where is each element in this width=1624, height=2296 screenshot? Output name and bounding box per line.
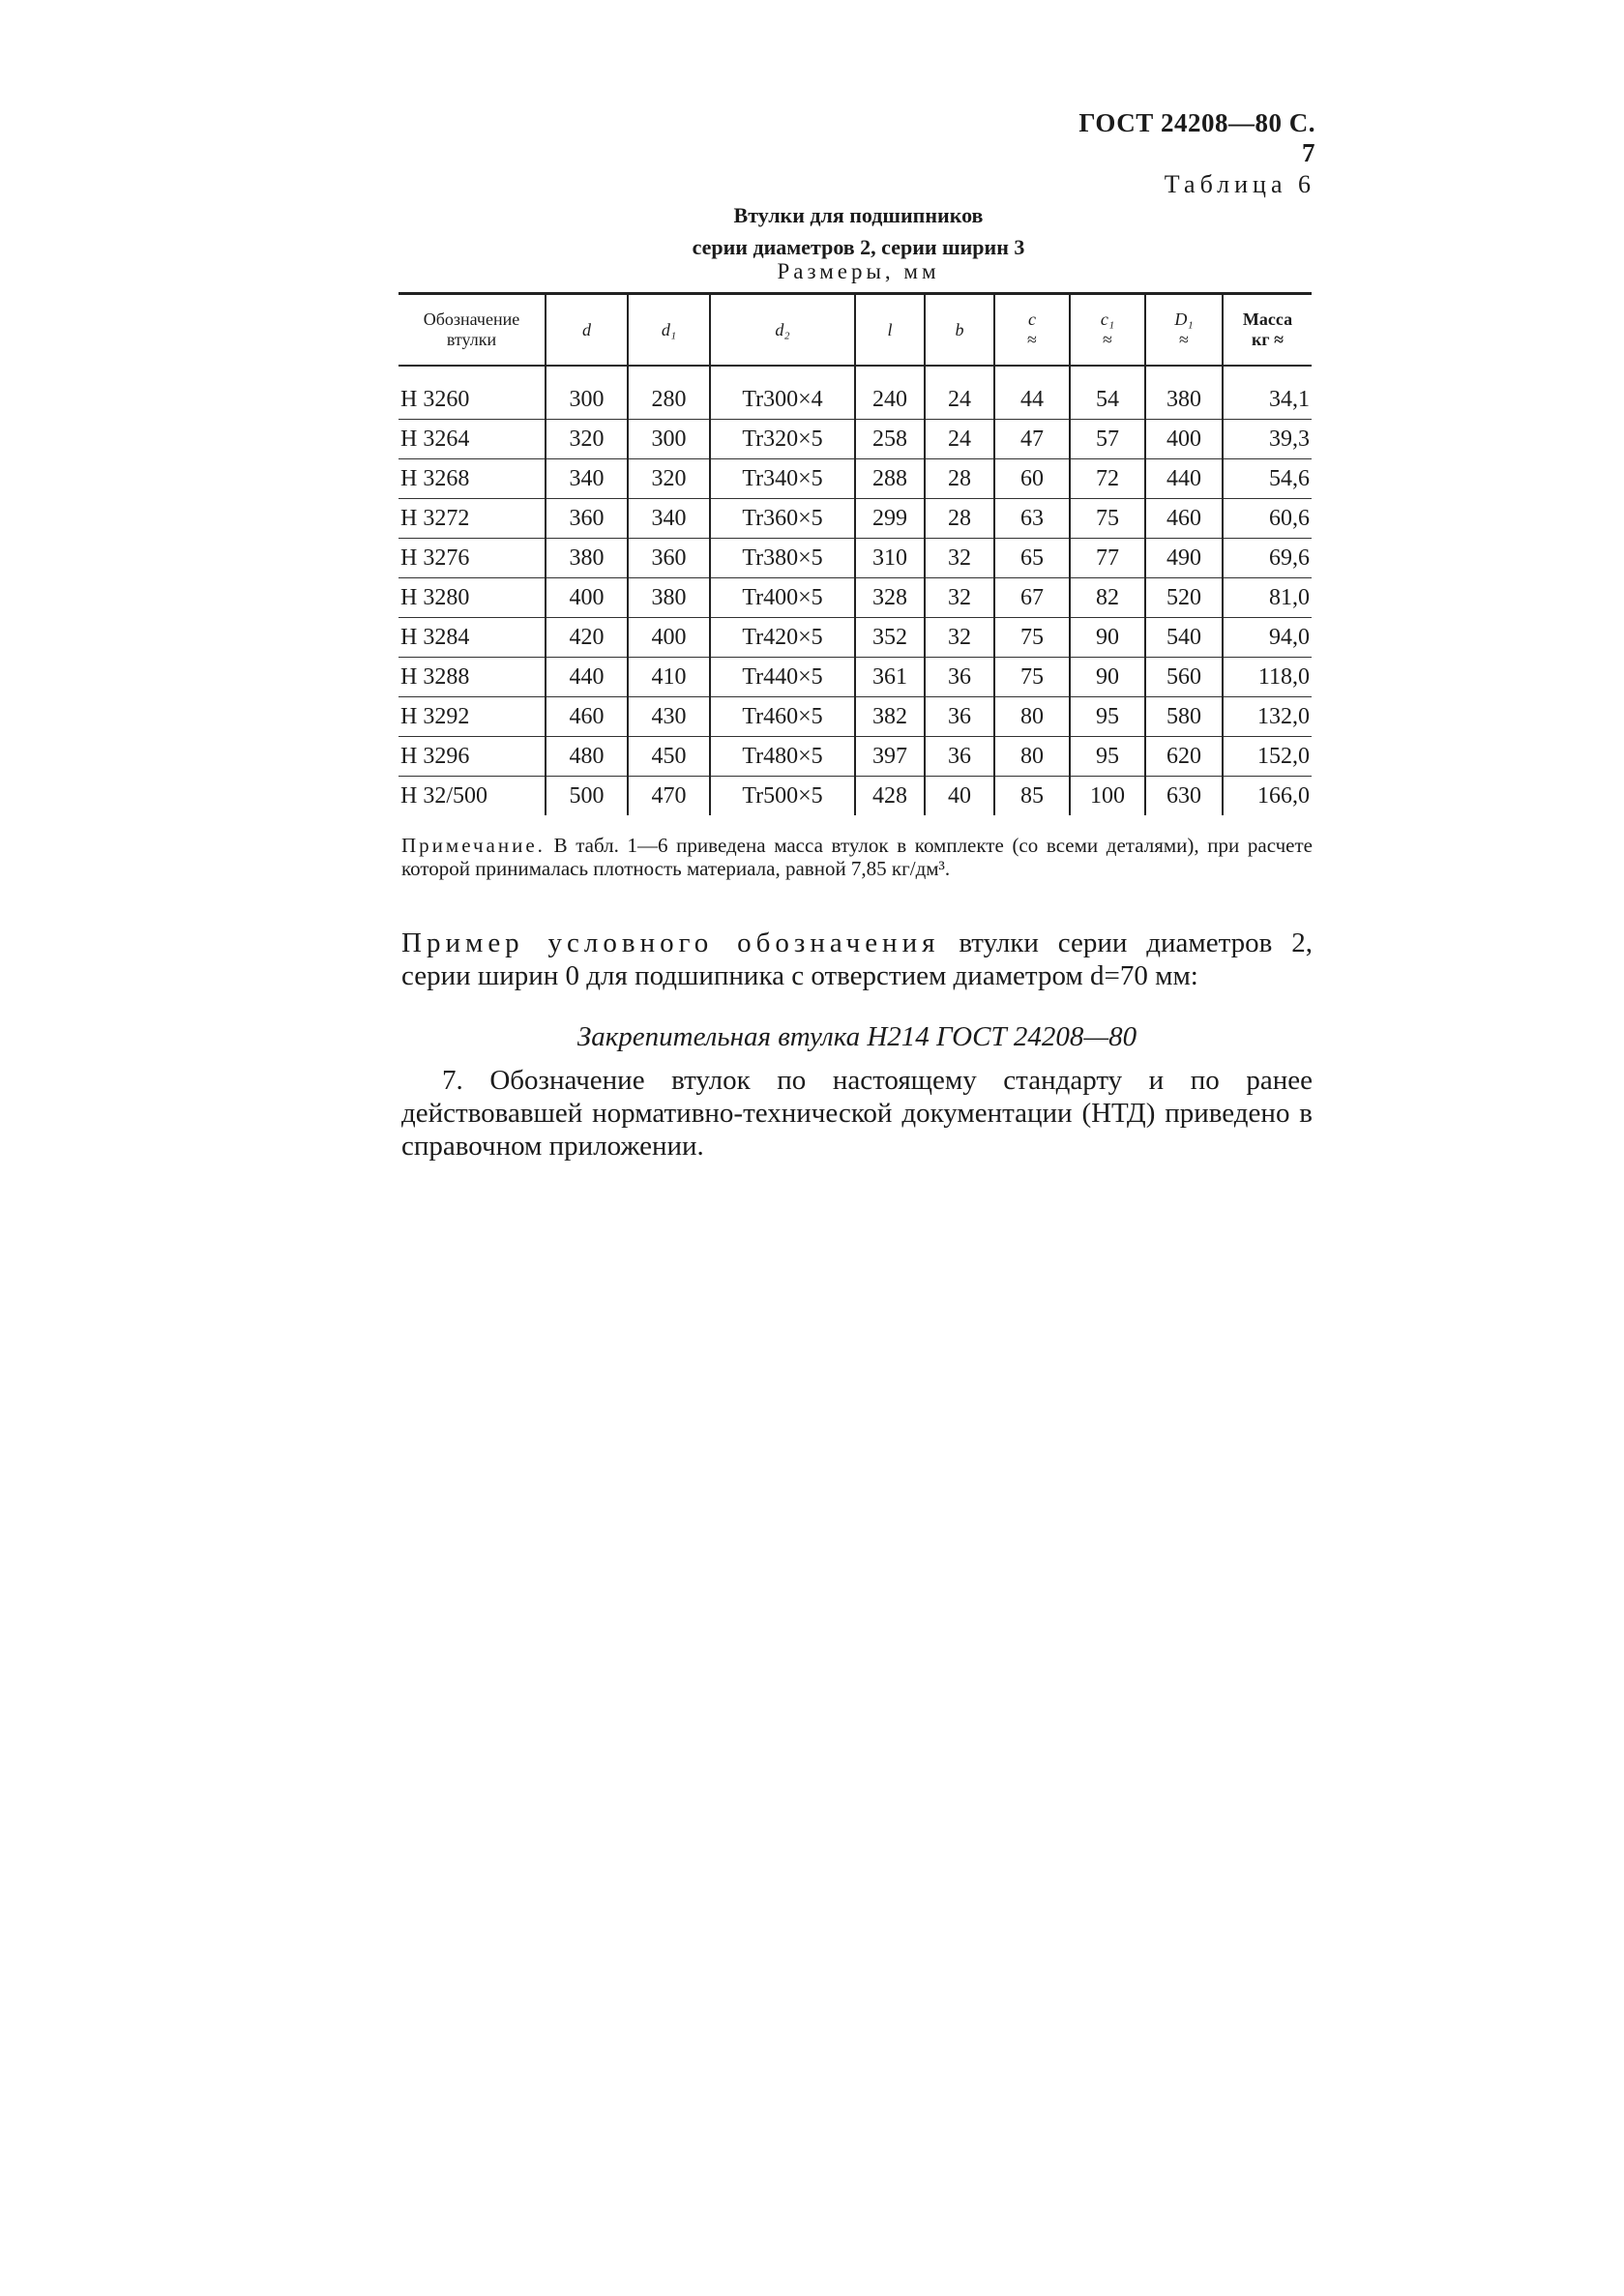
cell-d: 340 (546, 459, 628, 499)
cell-c1: 75 (1070, 499, 1145, 539)
table-row (399, 697, 1312, 737)
cell-c1: 82 (1070, 578, 1145, 618)
cell-designation: Н 32/500 (400, 782, 487, 809)
table-row (399, 737, 1312, 777)
cell-mass: 152,0 (1223, 737, 1312, 777)
cell-c: 75 (994, 618, 1070, 658)
cell-D1: 540 (1145, 618, 1223, 658)
cell-c1: 90 (1070, 618, 1145, 658)
header-D1-approx: ≈ (1179, 330, 1189, 349)
cell-c: 67 (994, 578, 1070, 618)
cell-c1: 72 (1070, 459, 1145, 499)
cell-mass: 166,0 (1223, 777, 1312, 816)
cell-D1: 620 (1145, 737, 1223, 777)
table-row (399, 578, 1312, 618)
example-paragraph (401, 927, 1313, 992)
cell-d1: 470 (628, 777, 710, 816)
cell-designation: Н 3288 (399, 658, 546, 697)
cell-d1: 400 (628, 618, 710, 658)
cell-d: 420 (546, 618, 628, 658)
cell-d: 380 (546, 539, 628, 578)
header-designation: Обозначение втулки (399, 294, 546, 367)
table-title (401, 199, 1315, 263)
header-c1 (1070, 294, 1145, 367)
table-spacer-row (399, 366, 1312, 380)
header-c1-symbol: c₁ (1100, 309, 1115, 329)
cell-designation: Н 3292 (399, 697, 546, 737)
cell-l: 258 (855, 420, 925, 459)
example-designation: Закрепительная втулка Н214 ГОСТ 24208—80 (576, 1021, 1137, 1052)
cell-c1: 100 (1070, 777, 1145, 816)
cell-d: 500 (546, 777, 628, 816)
cell-c: 65 (994, 539, 1070, 578)
cell-b: 36 (925, 697, 994, 737)
cell-c1: 54 (1070, 380, 1145, 420)
cell-d2: Tr300×4 (710, 380, 855, 420)
table-label: Таблица 6 (1164, 170, 1315, 198)
cell-d1: 280 (628, 380, 710, 420)
cell-d1: 380 (628, 578, 710, 618)
table-title-line-1: Втулки для подшипников (733, 203, 984, 227)
cell-d1: 360 (628, 539, 710, 578)
cell-d: 480 (546, 737, 628, 777)
cell-c1: 95 (1070, 697, 1145, 737)
cell-D1: 490 (1145, 539, 1223, 578)
bushings-table (399, 292, 1312, 815)
cell-d1: 320 (628, 459, 710, 499)
table-header-row (399, 294, 1312, 367)
cell-b: 36 (925, 737, 994, 777)
table-note (401, 834, 1313, 880)
table-row (399, 539, 1312, 578)
cell-mass: 94,0 (1223, 618, 1312, 658)
cell-c: 44 (994, 380, 1070, 420)
cell-l: 397 (855, 737, 925, 777)
cell-l: 299 (855, 499, 925, 539)
cell-b: 28 (925, 459, 994, 499)
cell-b: 32 (925, 578, 994, 618)
header-mass (1223, 294, 1312, 367)
cell-b: 28 (925, 499, 994, 539)
cell-c: 75 (994, 658, 1070, 697)
cell-designation: Н 3272 (399, 499, 546, 539)
cell-mass: 81,0 (1223, 578, 1312, 618)
cell-D1: 380 (1145, 380, 1223, 420)
cell-D1: 460 (1145, 499, 1223, 539)
cell-designation: Н 3260 (399, 380, 546, 420)
cell-d2: Tr380×5 (710, 539, 855, 578)
cell-c: 47 (994, 420, 1070, 459)
table-row (399, 420, 1312, 459)
cell-d1: 340 (628, 499, 710, 539)
cell-d2: Tr460×5 (710, 697, 855, 737)
cell-designation: Н 3276 (399, 539, 546, 578)
cell-designation: Н 3268 (399, 459, 546, 499)
header-c (994, 294, 1070, 367)
example-lead: Пример условного обозначения (401, 927, 940, 958)
cell-b: 24 (925, 420, 994, 459)
cell-d2: Tr440×5 (710, 658, 855, 697)
note-text: В табл. 1—6 приведена масса втулок в комплекте (со всеми деталями), при расчете которой принималась плотность материала, равной 7,85 кг/дм³. (401, 834, 1314, 880)
cell-c1: 95 (1070, 737, 1145, 777)
cell-mass: 60,6 (1223, 499, 1312, 539)
cell-d2: Tr500×5 (710, 777, 855, 816)
cell-b: 32 (925, 618, 994, 658)
note-label: Примечание. (401, 834, 546, 857)
cell-b: 40 (925, 777, 994, 816)
cell-d: 300 (546, 380, 628, 420)
cell-l: 428 (855, 777, 925, 816)
cell-d1: 410 (628, 658, 710, 697)
cell-c: 80 (994, 737, 1070, 777)
header-b: b (925, 294, 994, 367)
cell-c: 63 (994, 499, 1070, 539)
page-header: ГОСТ 24208—80 С. 7 (1078, 108, 1315, 167)
cell-c: 80 (994, 697, 1070, 737)
cell-designation: Н 3280 (399, 578, 546, 618)
cell-d: 460 (546, 697, 628, 737)
cell-l: 328 (855, 578, 925, 618)
paragraph-7: 7. Обозначение втулок по настоящему стандарту и по ранее действовавшей нормативно-технической документации (НТД) приведено в справочном приложении. (401, 1065, 1313, 1162)
cell-mass: 132,0 (1223, 697, 1312, 737)
header-d1: d₁ (628, 294, 710, 367)
header-c-symbol: c (1028, 309, 1036, 329)
cell-d2: Tr420×5 (710, 618, 855, 658)
cell-mass: 69,6 (1223, 539, 1312, 578)
cell-d2: Tr360×5 (710, 499, 855, 539)
cell-l: 288 (855, 459, 925, 499)
cell-d2: Tr340×5 (710, 459, 855, 499)
cell-mass: 39,3 (1223, 420, 1312, 459)
cell-designation: Н 3264 (399, 420, 546, 459)
cell-d2: Tr320×5 (710, 420, 855, 459)
cell-l: 240 (855, 380, 925, 420)
cell-l: 352 (855, 618, 925, 658)
cell-c1: 57 (1070, 420, 1145, 459)
header-l: l (855, 294, 925, 367)
header-c1-approx: ≈ (1103, 330, 1112, 349)
example-text: втулки серии диаметров 2, серии ширин 0 для подшипника с отверстием диаметром d=70 мм: (401, 927, 1313, 991)
table-row (399, 777, 1312, 816)
header-D1-symbol: D₁ (1174, 309, 1194, 329)
header-mass-unit: кг ≈ (1252, 330, 1284, 349)
cell-d1: 430 (628, 697, 710, 737)
header-d2: d₂ (710, 294, 855, 367)
header-d: d (546, 294, 628, 367)
cell-l: 382 (855, 697, 925, 737)
cell-mass: 34,1 (1223, 380, 1312, 420)
table-row (399, 380, 1312, 420)
cell-l: 361 (855, 658, 925, 697)
cell-b: 24 (925, 380, 994, 420)
cell-D1: 520 (1145, 578, 1223, 618)
cell-d: 360 (546, 499, 628, 539)
cell-b: 36 (925, 658, 994, 697)
cell-b: 32 (925, 539, 994, 578)
cell-c1: 90 (1070, 658, 1145, 697)
cell-designation: Н 3296 (399, 737, 546, 777)
table-title-line-2: серии диаметров 2, серии ширин 3 (692, 235, 1025, 259)
cell-mass: 54,6 (1223, 459, 1312, 499)
cell-c: 60 (994, 459, 1070, 499)
cell-mass: 118,0 (1223, 658, 1312, 697)
header-D1 (1145, 294, 1223, 367)
cell-d: 440 (546, 658, 628, 697)
cell-c1: 77 (1070, 539, 1145, 578)
cell-D1: 630 (1145, 777, 1223, 816)
cell-D1: 440 (1145, 459, 1223, 499)
table-row (399, 658, 1312, 697)
cell-D1: 560 (1145, 658, 1223, 697)
cell-c: 85 (994, 777, 1070, 816)
table-units: Размеры, мм (777, 259, 940, 283)
cell-d1: 450 (628, 737, 710, 777)
cell-d2: Tr480×5 (710, 737, 855, 777)
cell-D1: 580 (1145, 697, 1223, 737)
cell-d: 400 (546, 578, 628, 618)
cell-D1: 400 (1145, 420, 1223, 459)
table-row (399, 499, 1312, 539)
cell-d: 320 (546, 420, 628, 459)
cell-d1: 300 (628, 420, 710, 459)
cell-l: 310 (855, 539, 925, 578)
header-c-approx: ≈ (1027, 330, 1037, 349)
cell-designation: Н 3284 (399, 618, 546, 658)
table-row (399, 459, 1312, 499)
cell-d2: Tr400×5 (710, 578, 855, 618)
header-mass-label: Масса (1242, 309, 1293, 329)
table-row (399, 618, 1312, 658)
